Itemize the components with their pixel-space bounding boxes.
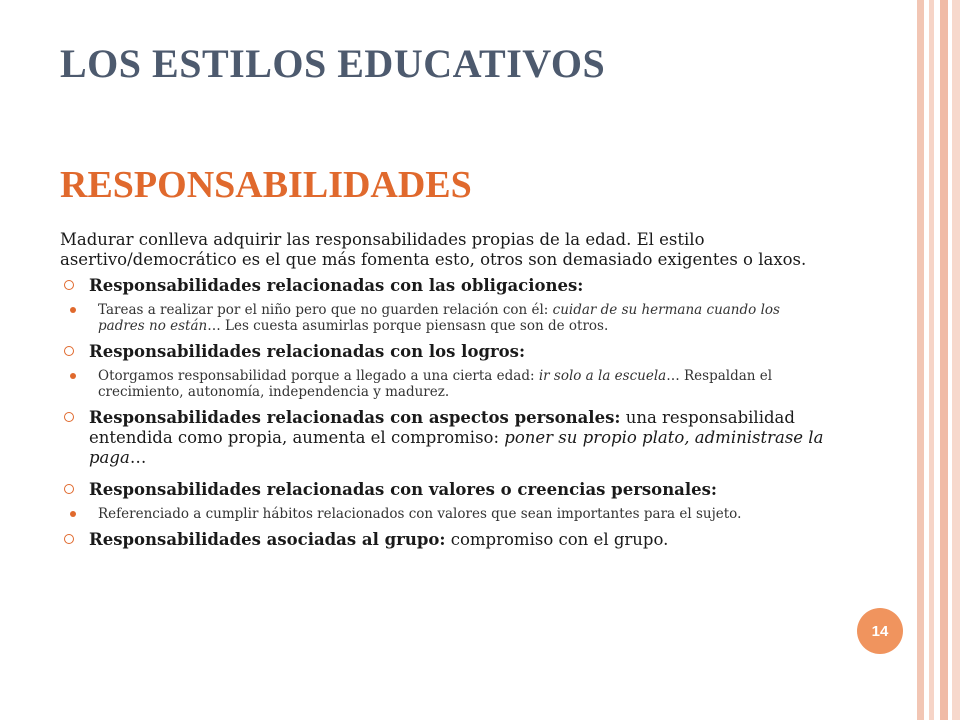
sub-text-end: … Respaldan el crecimiento, autonomía, independencia y madurez. xyxy=(98,368,773,400)
list-item xyxy=(60,408,830,468)
ring-bullet-icon xyxy=(64,412,74,422)
list-item xyxy=(60,276,830,296)
item-title: Responsabilidades relacionadas con las obligaciones: xyxy=(89,276,584,295)
decorative-stripe xyxy=(940,0,948,720)
dot-bullet-icon xyxy=(70,511,76,517)
item-description: una responsabilidad entendida como propia, aumenta el compromiso: xyxy=(89,408,795,447)
sub-item xyxy=(60,506,830,522)
slide-content xyxy=(60,230,830,550)
item-title: Responsabilidades relacionadas con aspectos personales: xyxy=(89,408,621,427)
item-title: Responsabilidades relacionadas con valores o creencias personales: xyxy=(89,480,718,499)
page-number: 14 xyxy=(871,622,889,640)
item-description-end: … xyxy=(129,448,147,467)
sub-item xyxy=(60,302,830,334)
item-example: poner su propio plato, administrase la paga xyxy=(89,428,824,467)
ring-bullet-icon xyxy=(64,534,74,544)
list-item xyxy=(60,480,830,500)
decorative-stripe xyxy=(929,0,934,720)
sub-item xyxy=(60,368,830,400)
dot-bullet-icon xyxy=(70,373,76,379)
sub-text: Referenciado a cumplir hábitos relacionados con valores que sean importantes para el sujeto. xyxy=(98,506,742,522)
intro-paragraph: Madurar conlleva adquirir las responsabilidades propias de la edad. El estilo asertivo/democrático es el que más fomenta esto, otros son demasiado exigentes o laxos. xyxy=(60,230,807,269)
slide-title: LOS ESTILOS EDUCATIVOS xyxy=(60,41,606,86)
item-title: Responsabilidades relacionadas con los logros: xyxy=(89,342,526,361)
sub-text: Tareas a realizar por el niño pero que no guarden relación con él: xyxy=(98,302,553,318)
list-item xyxy=(60,530,830,550)
decorative-stripe xyxy=(952,0,960,720)
ring-bullet-icon xyxy=(64,346,74,356)
item-title: Responsabilidades asociadas al grupo: xyxy=(89,530,446,549)
slide-subtitle: RESPONSABILIDADES xyxy=(60,164,472,206)
item-description: compromiso con el grupo. xyxy=(445,530,669,549)
ring-bullet-icon xyxy=(64,484,74,494)
dot-bullet-icon xyxy=(70,307,76,313)
sub-example: cuidar de su hermana cuando los padres no están xyxy=(98,302,780,334)
sub-text: Otorgamos responsabilidad porque a llegado a una cierta edad: xyxy=(98,368,539,384)
sub-text-end: … Les cuesta asumirlas porque piensasn que son de otros. xyxy=(207,318,609,334)
ring-bullet-icon xyxy=(64,280,74,290)
list-item xyxy=(60,342,830,362)
page-number-badge xyxy=(857,608,903,654)
sub-example: ir solo a la escuela xyxy=(538,368,667,384)
decorative-stripe xyxy=(917,0,924,720)
